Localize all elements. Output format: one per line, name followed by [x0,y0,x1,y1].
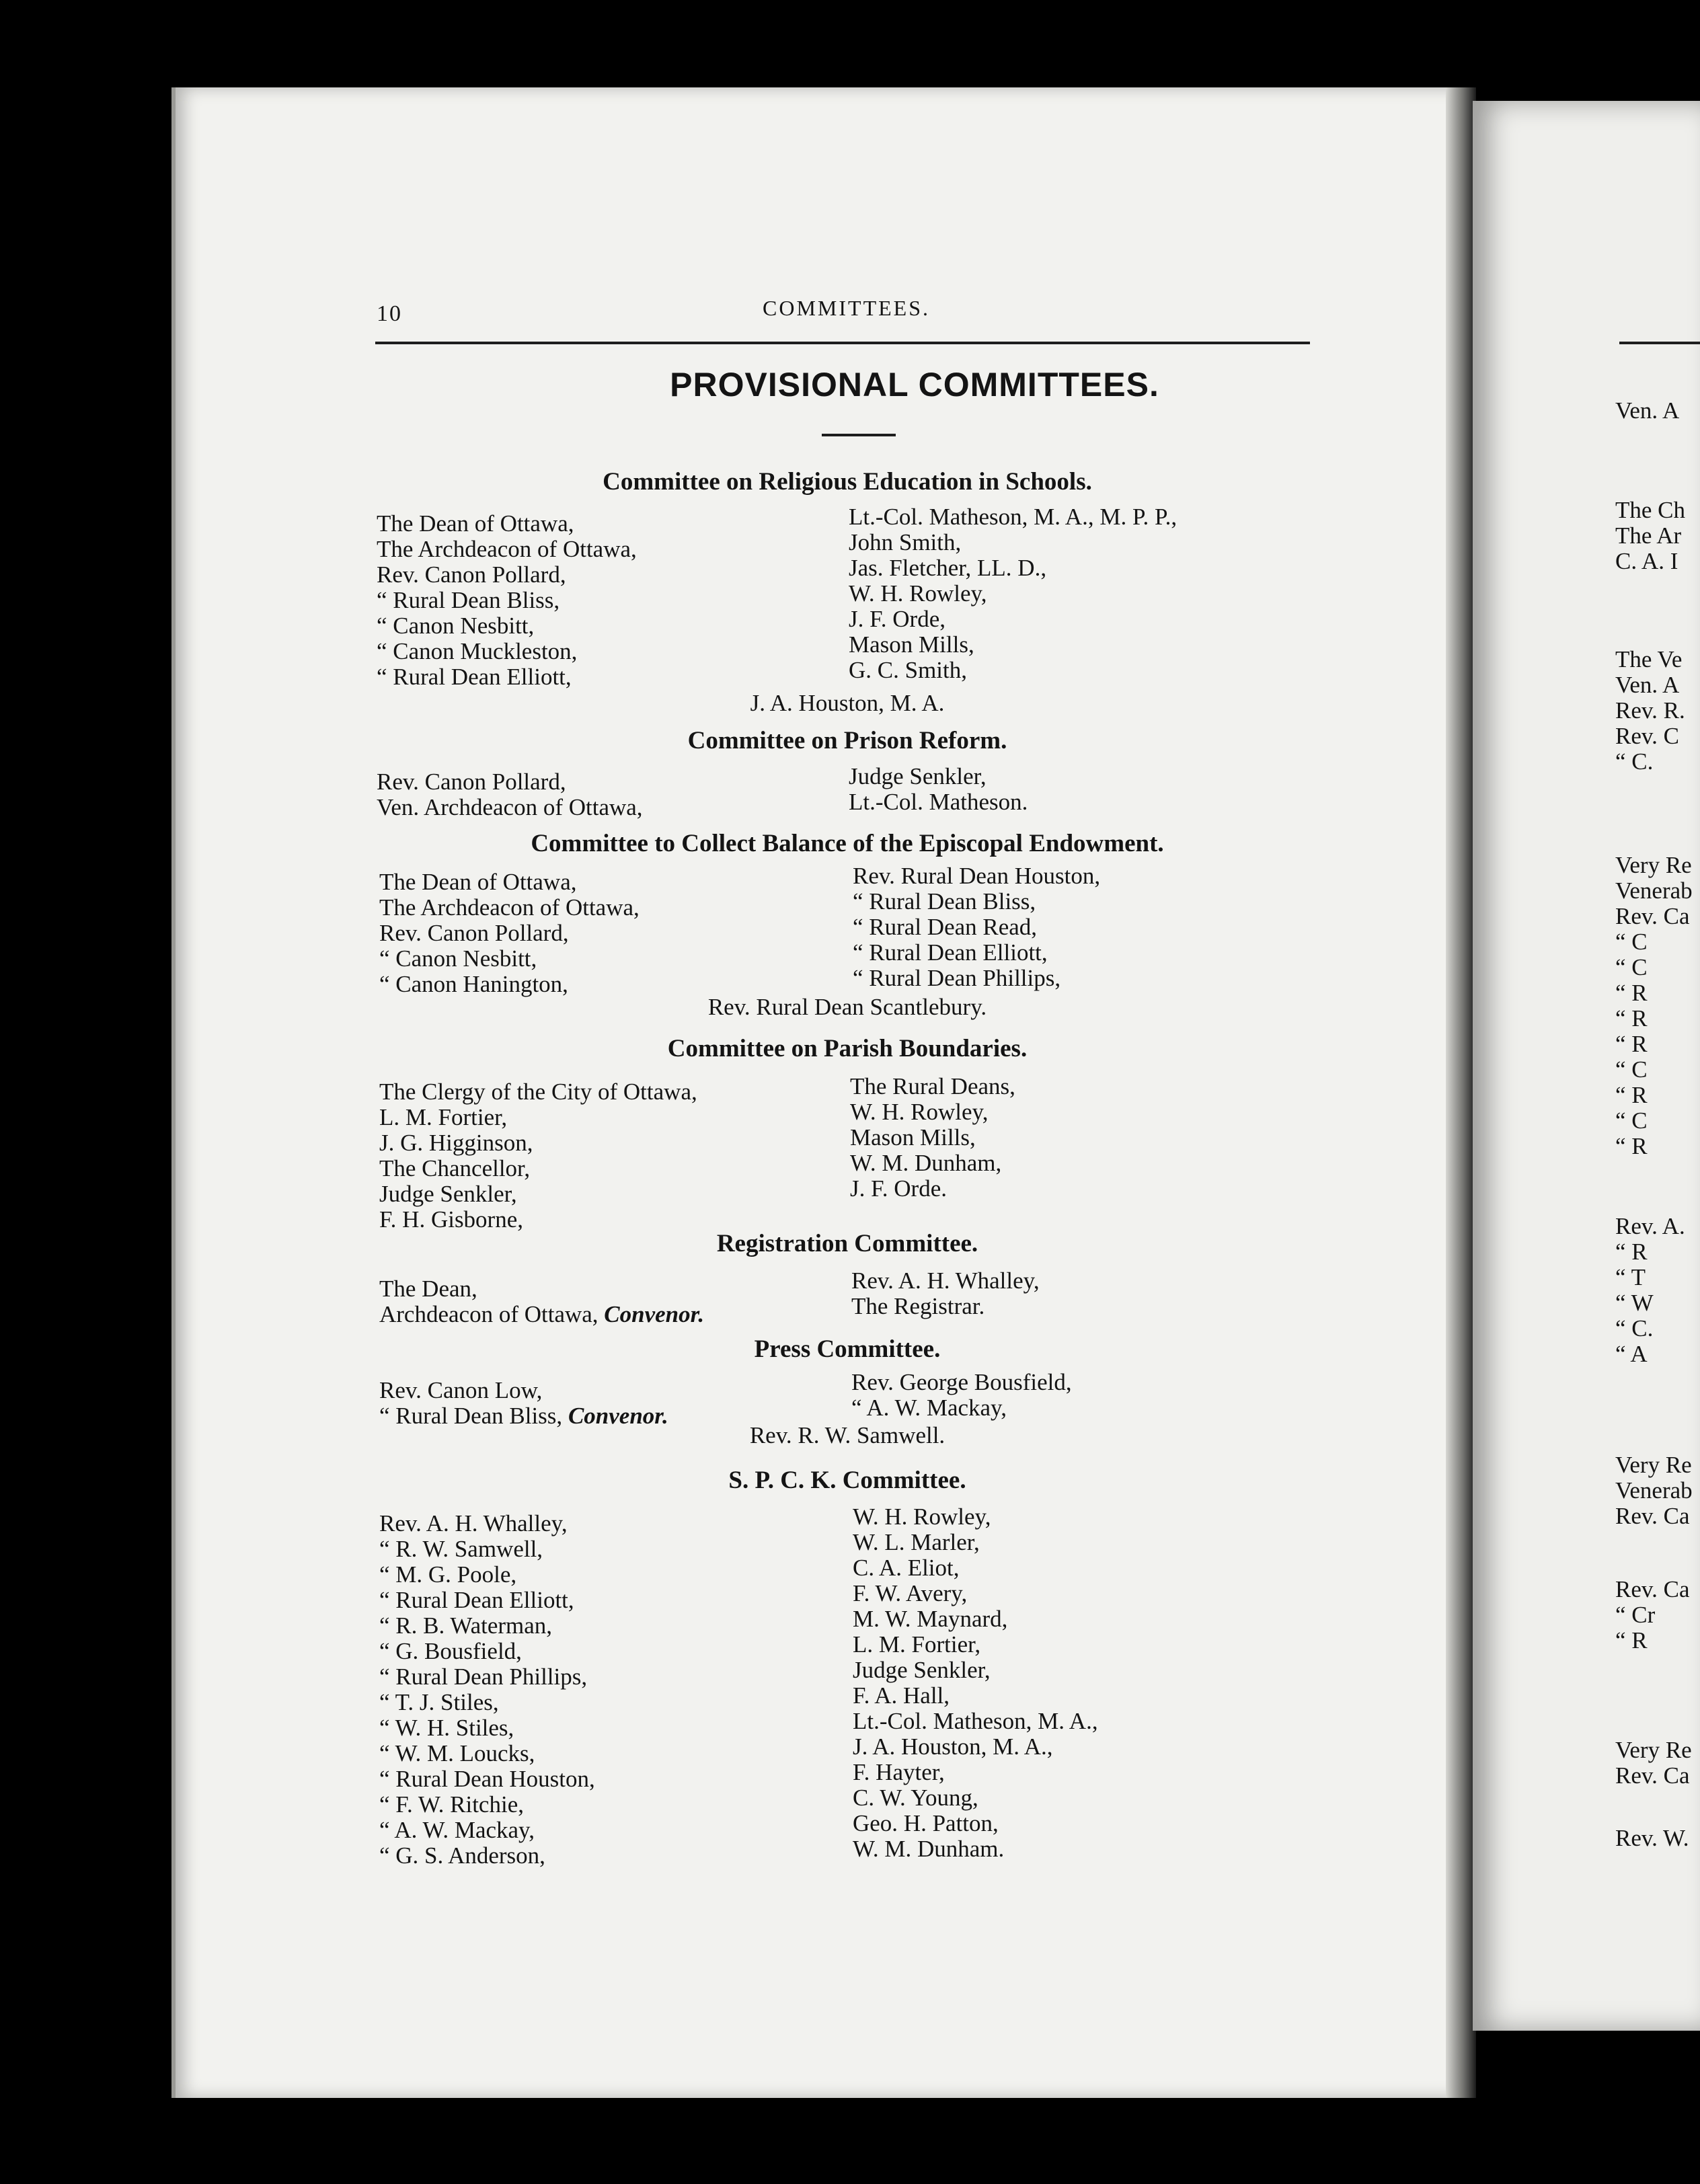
member-entry: Lt.-Col. Matheson. [849,789,1028,815]
committee-heading: Registration Committee. [716,1230,978,1257]
member-entry: Judge Senkler, [379,1181,517,1207]
member-entry: “ Canon Nesbitt, [377,613,535,639]
member-entry: John Smith, [849,529,962,555]
right-page-fragment: “ R [1615,1031,1648,1057]
committee-heading: Committee on Parish Boundaries. [667,1035,1028,1062]
member-entry: J. A. Houston, M. A., [853,1733,1053,1760]
member-entry: “ Canon Hanington, [379,971,568,997]
member-name: Archdeacon of Ottawa, [379,1301,598,1327]
member-entry: “ Rural Dean Read, [853,914,1038,940]
member-entry: The Archdeacon of Ottawa, [377,536,637,562]
right-page-fragment: “ Cr [1615,1602,1656,1628]
right-page-fragment: “ R [1615,1082,1648,1108]
member-entry: F. H. Gisborne, [379,1206,523,1233]
right-page-fragment: “ R [1615,1239,1648,1265]
right-page-header-rule [1619,342,1700,344]
member-list-left [377,511,637,690]
member-entry: Rev. Canon Pollard, [379,920,569,946]
title-rule [822,434,896,436]
member-list-left [377,769,643,820]
right-page-fragment: “ T [1615,1264,1646,1290]
member-entry: C. A. Eliot, [853,1555,960,1581]
member-entry: Rev. A. H. Whalley, [851,1268,1040,1294]
right-page-fragment: C. A. I [1615,548,1678,574]
right-page-fragment: “ C [1615,954,1648,980]
right-page-fragment: “ R [1615,980,1648,1006]
member-entry: Rev. Canon Pollard, [377,769,566,795]
member-entry: G. C. Smith, [849,657,968,683]
member-entry: “ W. M. Loucks, [379,1740,535,1766]
right-page-fragment: Very Re [1615,852,1692,878]
right-page-fragment: Rev. Ca [1615,903,1690,929]
member-list-left [379,869,640,997]
right-page-fragment: Very Re [1615,1737,1692,1763]
member-list-right [849,764,1028,815]
member-entry: Jas. Fletcher, LL. D., [849,555,1047,581]
member-entry: “ A. W. Mackay, [851,1395,1007,1421]
right-page-fragment: Rev. C [1615,723,1679,749]
member-entry: “ Rural Dean Phillips, [379,1664,588,1690]
member-entry: The Rural Deans, [850,1073,1015,1099]
right-page-fragment: Rev. W. [1615,1825,1689,1851]
member-list-left [379,1378,668,1429]
member-entry: M. W. Maynard, [853,1606,1008,1632]
member-entry: Lt.-Col. Matheson, M. A., [853,1708,1098,1734]
right-page-fragment: The Ve [1615,646,1683,672]
centered-member: Rev. Rural Dean Scantlebury. [707,994,987,1020]
right-page-fragment: Rev. Ca [1615,1503,1690,1529]
member-entry: J. F. Orde. [850,1175,947,1202]
member-entry: “ Rural Dean Bliss, [853,888,1036,914]
right-page-fragment: “ C [1615,929,1648,955]
member-entry: C. W. Young, [853,1785,978,1811]
member-entry: “ Rural Dean Elliott, [853,939,1048,966]
member-entry: W. H. Rowley, [850,1099,989,1125]
member-entry: The Dean of Ottawa, [379,869,577,895]
page-number: 10 [377,301,402,326]
member-entry: “ R. B. Waterman, [379,1612,553,1639]
member-list-right [850,1074,1015,1202]
right-page-fragment: “ C. [1615,1315,1654,1341]
member-entry: Ven. Archdeacon of Ottawa, [377,794,643,820]
member-entry: J. F. Orde, [849,606,945,632]
member-entry [379,1302,704,1327]
member-entry: L. M. Fortier, [379,1104,508,1130]
right-page-fragment: Rev. A. [1615,1213,1685,1239]
right-page-fragment: “ A [1615,1341,1648,1367]
right-page-fragment: “ C [1615,1056,1648,1083]
member-list-right [853,863,1100,991]
member-entry: Geo. H. Patton, [853,1810,999,1836]
member-list-right [853,1504,1098,1862]
member-entry: F. Hayter, [853,1759,945,1785]
member-entry: Mason Mills, [850,1124,976,1150]
right-page-fragment: The Ch [1615,497,1686,523]
member-entry: Rev. Canon Pollard, [377,561,566,588]
right-page-fragment: “ C. [1615,748,1654,775]
member-entry: “ Canon Muckleston, [377,638,578,664]
member-entry: “ W. H. Stiles, [379,1715,514,1741]
member-entry: Judge Senkler, [853,1657,991,1683]
right-page-fragment: Rev. Ca [1615,1576,1690,1602]
member-entry: “ M. G. Poole, [379,1561,517,1588]
member-list-left [379,1276,704,1327]
member-name: “ Rural Dean Bliss, [379,1403,563,1429]
committee-heading: Committee to Collect Balance of the Episcopal Endowment. [531,830,1164,857]
member-entry: Rev. Rural Dean Houston, [853,863,1101,889]
committee-heading: Press Committee. [754,1335,941,1363]
member-entry: “ F. W. Ritchie, [379,1791,524,1818]
member-entry: “ Rural Dean Elliott, [379,1587,574,1613]
convenor-label: Convenor. [568,1403,668,1429]
member-list-right [849,504,1177,683]
right-page-fragment: “ R [1615,1133,1648,1159]
convenor-label: Convenor. [604,1301,705,1327]
right-page-fragment: Rev. Ca [1615,1762,1690,1789]
member-entry: The Dean, [379,1276,477,1302]
right-page-fragment: “ R [1615,1005,1648,1031]
header-rule [375,342,1310,344]
member-entry: The Dean of Ottawa, [377,510,574,537]
member-entry: The Registrar. [851,1293,985,1319]
member-entry: F. W. Avery, [853,1580,968,1606]
right-page-fragment: Ven. A [1615,672,1680,698]
committee-heading: Committee on Religious Education in Schools. [603,468,1092,496]
right-page-fragment: “ R [1615,1627,1648,1653]
member-entry: Rev. A. H. Whalley, [379,1510,568,1536]
member-list-right [851,1268,1040,1319]
right-page-fragment: Venerab [1615,878,1693,904]
right-page-fragment: Rev. R. [1615,697,1685,724]
member-list-left [379,1511,595,1869]
member-entry: Judge Senkler, [849,763,987,789]
member-entry: “ Rural Dean Elliott, [377,664,572,690]
member-entry: The Archdeacon of Ottawa, [379,894,640,921]
member-entry: “ Rural Dean Houston, [379,1766,595,1792]
member-entry: F. A. Hall, [853,1682,950,1709]
member-entry: “ R. W. Samwell, [379,1536,543,1562]
right-page-fragment: Very Re [1615,1452,1692,1478]
right-page-fragment: Ven. A [1615,397,1680,424]
member-entry: The Clergy of the City of Ottawa, [379,1079,697,1105]
running-head: COMMITTEES. [763,296,930,320]
centered-member: Rev. R. W. Samwell. [749,1422,945,1448]
member-list-right [851,1370,1072,1421]
member-entry: Rev. George Bousfield, [851,1369,1072,1395]
member-entry: W. H. Rowley, [853,1504,991,1530]
member-entry: W. M. Dunham, [850,1150,1002,1176]
centered-member: J. A. Houston, M. A. [750,690,945,716]
member-entry: “ A. W. Mackay, [379,1817,535,1843]
member-entry: Rev. Canon Low, [379,1377,543,1403]
member-entry: W. L. Marler, [853,1529,980,1555]
committee-heading: Committee on Prison Reform. [687,727,1007,754]
member-list-left [379,1079,697,1233]
page-title: PROVISIONAL COMMITTEES. [670,366,1159,403]
member-entry: L. M. Fortier, [853,1631,981,1658]
member-entry: W. M. Dunham. [853,1836,1005,1862]
member-entry: “ G. Bousfield, [379,1638,522,1664]
right-page-fragment: The Ar [1615,522,1682,549]
book-gutter [1446,87,1476,2098]
member-entry: “ T. J. Stiles, [379,1689,499,1715]
member-entry: Mason Mills, [849,631,974,658]
member-entry: W. H. Rowley, [849,580,987,607]
committee-heading: S. P. C. K. Committee. [728,1467,966,1494]
member-entry: J. G. Higginson, [379,1130,533,1156]
member-entry: The Chancellor, [379,1155,531,1181]
right-page-fragment: “ C [1615,1107,1648,1134]
member-entry: “ Rural Dean Phillips, [853,965,1061,991]
right-page-fragment: “ W [1615,1290,1654,1316]
right-page-fragment: Venerab [1615,1477,1693,1504]
member-entry: “ Rural Dean Bliss, [377,587,560,613]
member-entry: “ G. S. Anderson, [379,1842,545,1869]
member-entry: Lt.-Col. Matheson, M. A., M. P. P., [849,504,1177,530]
member-entry: “ Canon Nesbitt, [379,945,537,972]
